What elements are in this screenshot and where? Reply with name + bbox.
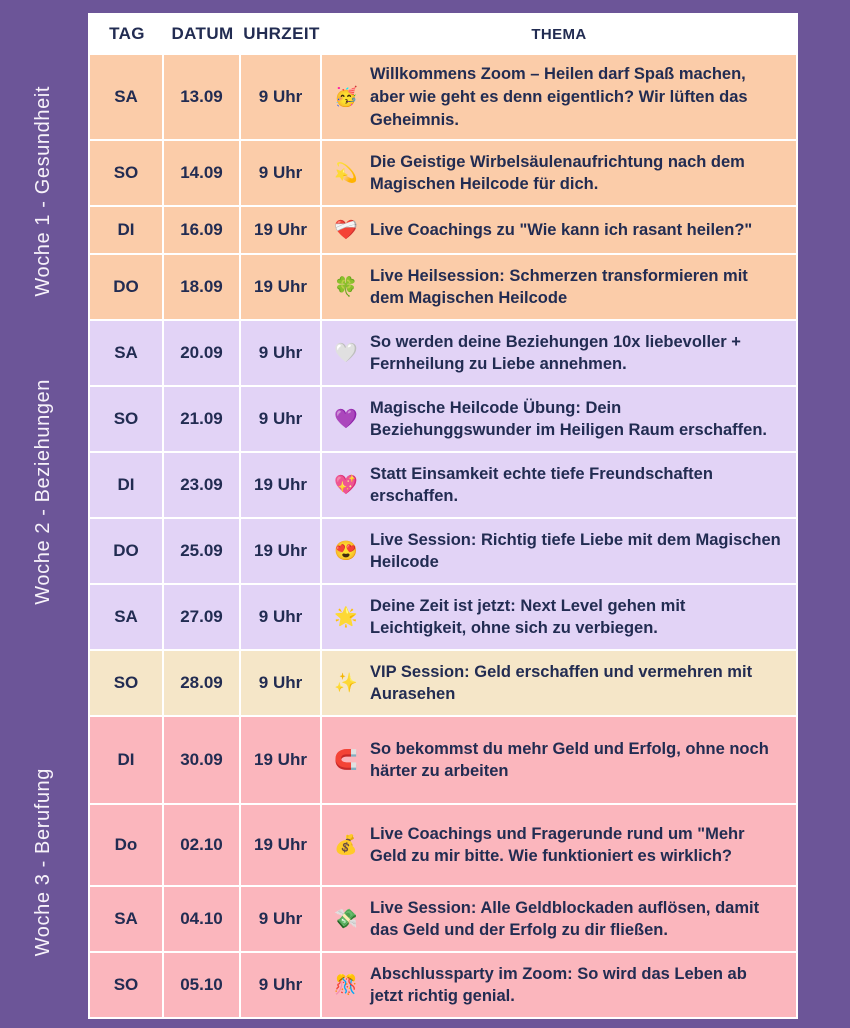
date-cell: 05.10 (164, 953, 241, 1017)
day-cell: SO (90, 141, 164, 205)
topic-text: Die Geistige Wirbelsäulenaufrichtung nach dem Magischen Heilcode für dich. (370, 152, 745, 194)
time-cell: 19 Uhr (241, 255, 322, 319)
day-cell: DO (90, 519, 164, 583)
date-cell: 23.09 (164, 453, 241, 517)
table-row (90, 805, 796, 887)
date-cell: 02.10 (164, 805, 241, 885)
mending-heart-icon: ❤️‍🩹 (334, 220, 358, 242)
table-row (90, 585, 796, 651)
topic-cell (322, 805, 796, 885)
day-cell: DI (90, 453, 164, 517)
day-cell: SO (90, 953, 164, 1017)
date-cell: 16.09 (164, 207, 241, 253)
topic-text: Willkommens Zoom – Heilen darf Spaß machen, aber wie geht es denn eigentlich? Wir lüften das Geheimnis. (370, 65, 748, 129)
topic-cell (322, 585, 796, 649)
week-3-label-text: Woche 3 - Berufung (31, 767, 54, 957)
time-cell: 9 Uhr (241, 585, 322, 649)
table-row (90, 55, 796, 141)
table-row (90, 321, 796, 387)
day-cell: SO (90, 651, 164, 715)
topic-text: Live Session: Richtig tiefe Liebe mit dem Magischen Heilcode (370, 530, 781, 572)
time-cell: 19 Uhr (241, 519, 322, 583)
table-row (90, 519, 796, 585)
header-tag: TAG (109, 24, 145, 43)
magnet-icon: 🧲 (334, 750, 358, 772)
time-cell: 19 Uhr (241, 453, 322, 517)
week-3-label (0, 712, 86, 1012)
header-datum: DATUM (171, 24, 234, 43)
date-cell: 21.09 (164, 387, 241, 451)
day-cell: Do (90, 805, 164, 885)
table-row (90, 651, 796, 717)
time-cell: 19 Uhr (241, 717, 322, 803)
topic-cell (322, 453, 796, 517)
time-cell: 19 Uhr (241, 207, 322, 253)
day-cell: SO (90, 387, 164, 451)
topic-text: Magische Heilcode Übung: Dein Beziehunggswunder im Heiligen Raum erschaffen. (370, 398, 767, 440)
table-row (90, 717, 796, 805)
table-header (90, 13, 796, 55)
header-thema: THEMA (531, 25, 587, 43)
table-row (90, 141, 796, 207)
week-1-label (0, 57, 86, 325)
topic-cell (322, 141, 796, 205)
four-leaf-clover-icon: 🍀 (334, 277, 358, 299)
topic-cell (322, 717, 796, 803)
week-1-label-text: Woche 1 - Gesundheit (31, 85, 54, 297)
money-bag-icon: 💰 (334, 835, 358, 857)
table-row (90, 387, 796, 453)
time-cell: 9 Uhr (241, 55, 322, 139)
topic-cell (322, 55, 796, 139)
confetti-ball-icon: 🎊 (334, 975, 358, 997)
date-cell: 28.09 (164, 651, 241, 715)
table-row (90, 207, 796, 255)
topic-text: Live Heilsession: Schmerzen transformieren mit dem Magischen Heilcode (370, 266, 748, 308)
date-cell: 20.09 (164, 321, 241, 385)
week-2-label (0, 327, 86, 657)
sparkles-icon: ✨ (334, 673, 358, 695)
glowing-star-icon: 🌟 (334, 607, 358, 629)
time-cell: 9 Uhr (241, 141, 322, 205)
topic-text: Deine Zeit ist jetzt: Next Level gehen mit Leichtigkeit, ohne sich zu verbiegen. (370, 596, 686, 638)
topic-text: Live Session: Alle Geldblockaden auflösen, damit das Geld und der Erfolg zu dir fließen. (370, 898, 760, 940)
dizzy-star-icon: 💫 (334, 163, 358, 185)
day-cell: DI (90, 207, 164, 253)
table-row (90, 255, 796, 321)
day-cell: SA (90, 887, 164, 951)
date-cell: 25.09 (164, 519, 241, 583)
heart-eyes-face-icon: 😍 (334, 541, 358, 563)
date-cell: 18.09 (164, 255, 241, 319)
day-cell: SA (90, 321, 164, 385)
date-cell: 30.09 (164, 717, 241, 803)
topic-text: VIP Session: Geld erschaffen und vermehren mit Aurasehen (370, 662, 753, 704)
time-cell: 19 Uhr (241, 805, 322, 885)
purple-heart-icon: 💜 (334, 409, 358, 431)
schedule-table (88, 13, 798, 1019)
time-cell: 9 Uhr (241, 953, 322, 1017)
topic-cell (322, 207, 796, 253)
date-cell: 04.10 (164, 887, 241, 951)
topic-cell (322, 953, 796, 1017)
day-cell: SA (90, 55, 164, 139)
topic-cell (322, 519, 796, 583)
topic-cell (322, 387, 796, 451)
table-row (90, 453, 796, 519)
money-with-wings-icon: 💸 (334, 909, 358, 931)
date-cell: 13.09 (164, 55, 241, 139)
topic-text: Abschlussparty im Zoom: So wird das Leben ab jetzt richtig genial. (370, 964, 747, 1006)
topic-cell (322, 651, 796, 715)
week-2-label-text: Woche 2 - Beziehungen (31, 379, 54, 605)
topic-text: Live Coachings zu "Wie kann ich rasant heilen?" (370, 220, 753, 239)
white-heart-icon: 🤍 (334, 343, 358, 365)
table-body (90, 55, 796, 1017)
table-row (90, 953, 796, 1017)
day-cell: DO (90, 255, 164, 319)
day-cell: SA (90, 585, 164, 649)
topic-cell (322, 887, 796, 951)
date-cell: 27.09 (164, 585, 241, 649)
table-row (90, 887, 796, 953)
topic-text: So bekommst du mehr Geld und Erfolg, ohne noch härter zu arbeiten (370, 739, 769, 781)
header-uhrzeit: UHRZEIT (243, 24, 320, 43)
topic-text: So werden deine Beziehungen 10x liebevoller + Fernheilung zu Liebe annehmen. (370, 332, 741, 374)
topic-cell (322, 321, 796, 385)
date-cell: 14.09 (164, 141, 241, 205)
topic-cell (322, 255, 796, 319)
time-cell: 9 Uhr (241, 387, 322, 451)
day-cell: DI (90, 717, 164, 803)
partying-face-icon: 🥳 (334, 87, 358, 109)
sparkling-heart-icon: 💖 (334, 475, 358, 497)
topic-text: Statt Einsamkeit echte tiefe Freundschaften erschaffen. (370, 464, 713, 506)
time-cell: 9 Uhr (241, 651, 322, 715)
time-cell: 9 Uhr (241, 887, 322, 951)
time-cell: 9 Uhr (241, 321, 322, 385)
topic-text: Live Coachings und Fragerunde rund um "Mehr Geld zu mir bitte. Wie funktioniert es wirklich? (370, 824, 745, 866)
